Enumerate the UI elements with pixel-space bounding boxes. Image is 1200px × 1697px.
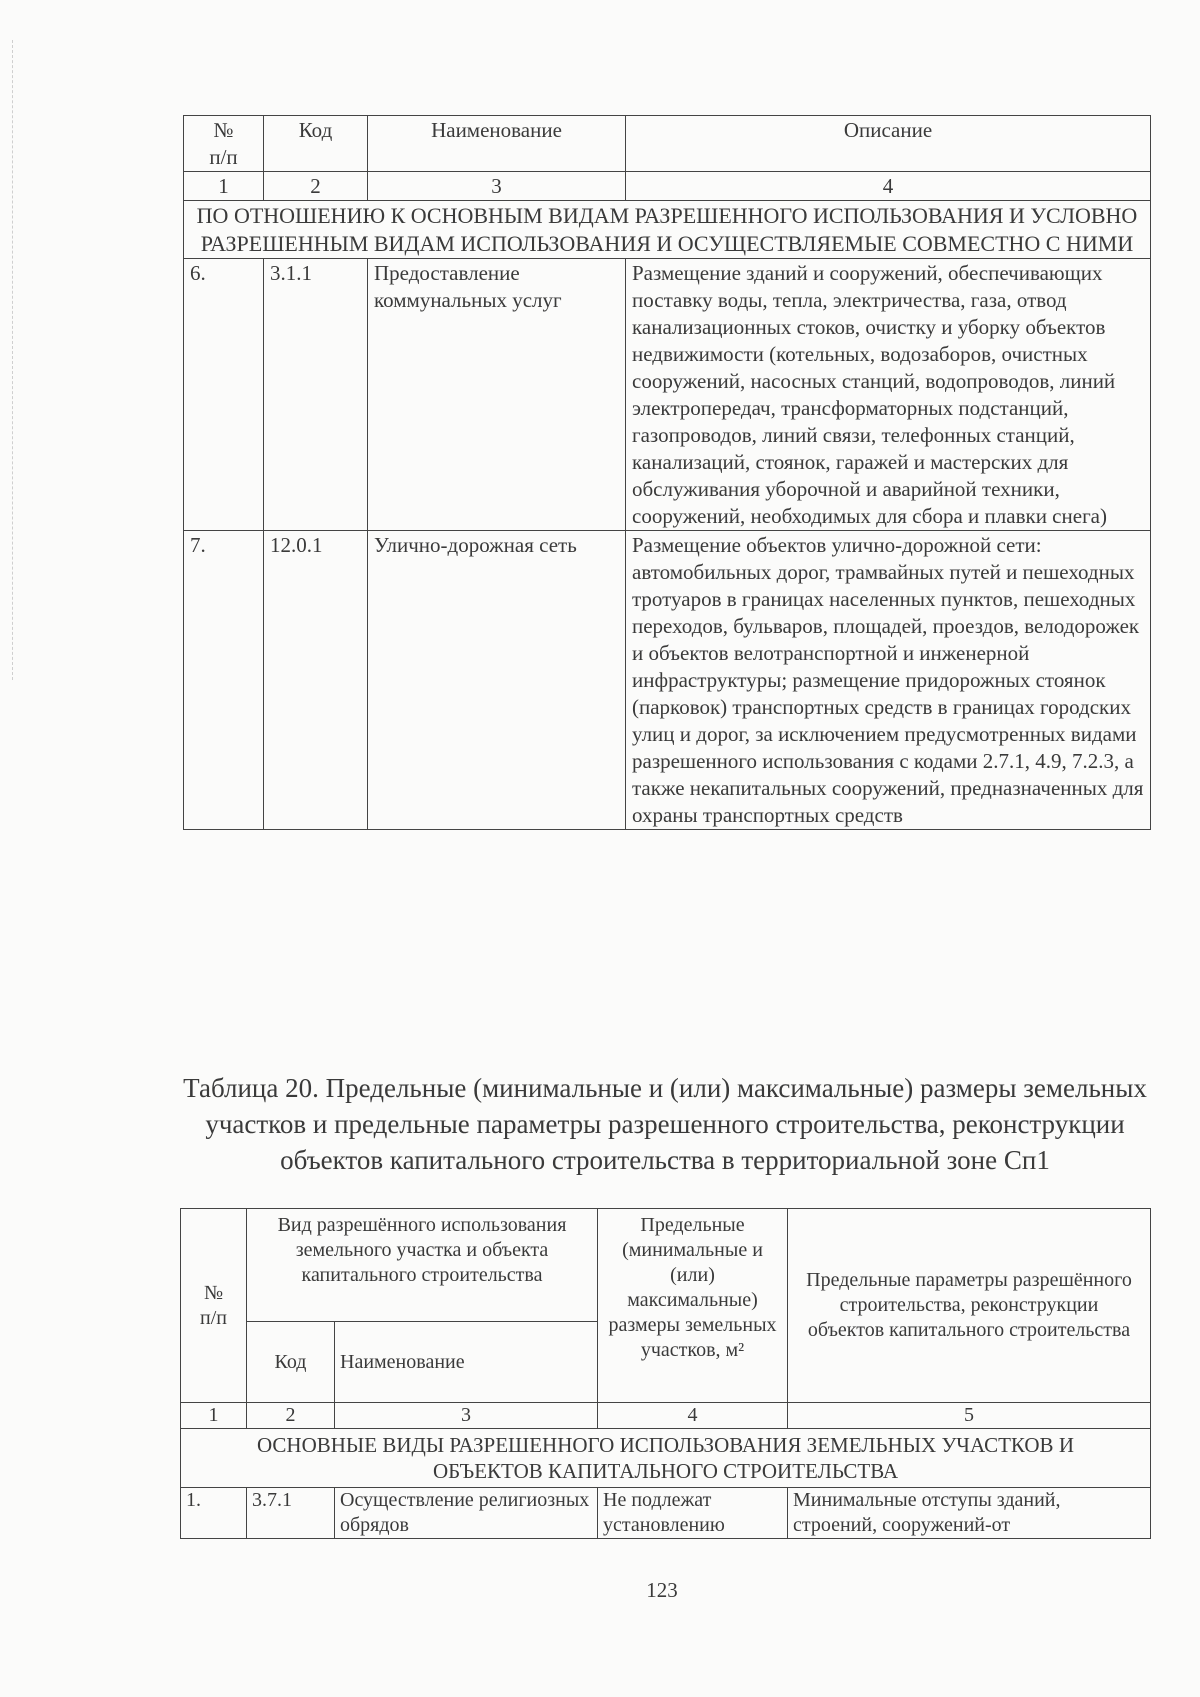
row-number: 1. bbox=[181, 1488, 247, 1539]
row-name: Улично-дорожная сеть bbox=[368, 531, 626, 830]
row-description: Размещение объектов улично-дорожной сети: автомобильных дорог, трамвайных путей и пешеходных тротуаров в границах населенных пунктов, пешеходных переходов, бульваров, площадей, проездов, велодорожек и объектов велотранспортной и инженерной инфраструктуры; размещение придорожных стоянок (парковок) транспортных средств в границах городских улиц и дорог, за исключением предусмотренных видами разрешенного использования с кодами 2.7.1, 4.9, 7.2.3, а также некапитальных сооружений, предназначенных для охраны транспортных средств bbox=[626, 531, 1151, 830]
header-number: № п/п bbox=[181, 1209, 247, 1403]
header-use-type: Вид разрешённого использования земельного участка и объекта капитального строительства bbox=[247, 1209, 598, 1322]
column-number: 2 bbox=[264, 172, 368, 201]
header-name: Наименование bbox=[368, 116, 626, 172]
header-code: Код bbox=[247, 1322, 335, 1403]
page-number: 123 bbox=[646, 1578, 678, 1602]
row-plot-sizes: Не подлежат установлению bbox=[598, 1488, 788, 1539]
row-name: Предоставление коммунальных услуг bbox=[368, 259, 626, 531]
column-number: 5 bbox=[788, 1403, 1151, 1429]
column-number: 1 bbox=[184, 172, 264, 201]
row-construction-params: Минимальные отступы зданий, строений, сооружений-от bbox=[788, 1488, 1151, 1539]
column-number: 3 bbox=[335, 1403, 598, 1429]
section-row bbox=[184, 201, 1151, 259]
column-number: 2 bbox=[247, 1403, 335, 1429]
scan-edge-mark bbox=[12, 40, 15, 680]
column-number: 1 bbox=[181, 1403, 247, 1429]
row-number: 7. bbox=[184, 531, 264, 830]
table-caption: Таблица 20. Предельные (минимальные и (или) максимальные) размеры земельных участков и предельные параметры разрешенного строительства, реконструкции объектов капитального строительства в территориальной зоне Сп1 bbox=[183, 1073, 1147, 1175]
column-number: 4 bbox=[598, 1403, 788, 1429]
row-code: 12.0.1 bbox=[264, 531, 368, 830]
section-heading: ПО ОТНОШЕНИЮ К ОСНОВНЫМ ВИДАМ РАЗРЕШЕННОГО ИСПОЛЬЗОВАНИЯ И УСЛОВНО РАЗРЕШЕННЫМ ВИДАМ ИСПОЛЬЗОВАНИЯ И ОСУЩЕСТВЛЯЕМЫЕ СОВМЕСТНО С НИМИ bbox=[184, 201, 1151, 259]
column-numbers-row bbox=[181, 1403, 1151, 1429]
row-code: 3.7.1 bbox=[247, 1488, 335, 1539]
table-header-row bbox=[184, 116, 1151, 172]
permitted-use-table bbox=[183, 115, 1151, 830]
section-heading: ОСНОВНЫЕ ВИДЫ РАЗРЕШЕННОГО ИСПОЛЬЗОВАНИЯ ЗЕМЕЛЬНЫХ УЧАСТКОВ И ОБЪЕКТОВ КАПИТАЛЬНОГО СТРОИТЕЛЬСТВА bbox=[181, 1429, 1151, 1488]
section-row bbox=[181, 1429, 1151, 1488]
header-name: Наименование bbox=[335, 1322, 598, 1403]
header-description: Описание bbox=[626, 116, 1151, 172]
table-header-row bbox=[181, 1209, 1151, 1322]
row-name: Осуществление религиозных обрядов bbox=[335, 1488, 598, 1539]
row-code: 3.1.1 bbox=[264, 259, 368, 531]
header-construction-params: Предельные параметры разрешённого строительства, реконструкции объектов капитального строительства bbox=[788, 1209, 1151, 1403]
parameters-table bbox=[180, 1208, 1151, 1539]
column-numbers-row bbox=[184, 172, 1151, 201]
header-plot-sizes: Предельные (минимальные и (или) максимальные) размеры земельных участков, м² bbox=[598, 1209, 788, 1403]
table-row bbox=[181, 1488, 1151, 1539]
column-number: 3 bbox=[368, 172, 626, 201]
row-description: Размещение зданий и сооружений, обеспечивающих поставку воды, тепла, электричества, газа, отвод канализационных стоков, очистку и уборку объектов недвижимости (котельных, водозаборов, очистных сооружений, насосных станций, водопроводов, линий электропередач, трансформаторных подстанций, газопроводов, линий связи, телефонных станций, канализаций, стоянок, гаражей и мастерских для обслуживания уборочной и аварийной техники, сооружений, необходимых для сбора и плавки снега) bbox=[626, 259, 1151, 531]
column-number: 4 bbox=[626, 172, 1151, 201]
header-number: № п/п bbox=[184, 116, 264, 172]
row-number: 6. bbox=[184, 259, 264, 531]
table-row bbox=[184, 531, 1151, 830]
header-code: Код bbox=[264, 116, 368, 172]
table-row bbox=[184, 259, 1151, 531]
